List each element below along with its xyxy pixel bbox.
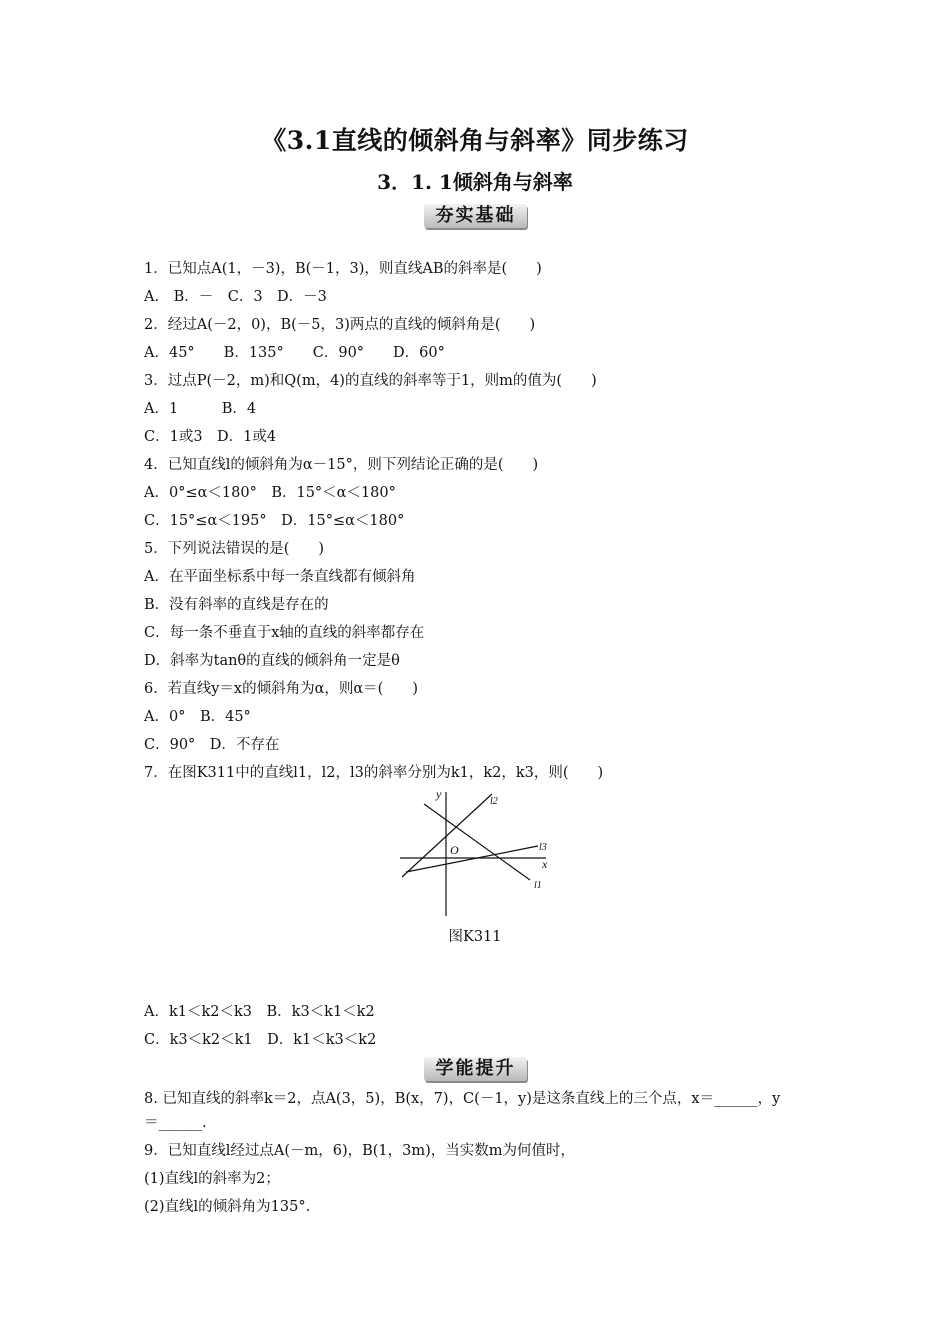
option-line: C．1或3 D．1或4 <box>144 429 277 445</box>
option-line: A. B．－ C．3 D．－3 <box>144 289 327 305</box>
figure-k311 <box>396 784 556 920</box>
question-line: (1)直线l的斜率为2； <box>144 1171 280 1187</box>
line-l3 <box>406 846 538 872</box>
question-line: 2．经过A(－2，0)，B(－5，3)两点的直线的倾斜角是( ) <box>144 317 536 333</box>
section-banner-advanced: 学能提升 <box>424 1057 527 1081</box>
option-line: D．斜率为tanθ的直线的倾斜角一定是θ <box>144 653 400 669</box>
option-line: A．0°≤α＜180° B．15°＜α＜180° <box>144 485 396 501</box>
question-line: 9．已知直线l经过点A(－m，6)，B(1，3m)，当实数m为何值时， <box>144 1143 576 1159</box>
option-line: A．1 B．4 <box>144 401 257 417</box>
option-line: A．0° B．45° <box>144 709 251 725</box>
line-l2 <box>402 794 492 877</box>
question-line: 1．已知点A(1，－3)，B(－1，3)，则直线AB的斜率是( ) <box>144 261 542 277</box>
question-line: 7．在图K311中的直线l1，l2，l3的斜率分别为k1，k2，k3，则( ) <box>144 765 604 781</box>
page-title: 《3.1直线的倾斜角与斜率》同步练习 <box>261 126 689 155</box>
question-line: 8. 已知直线的斜率k＝2，点A(3，5)，B(x，7)，C(－1，y)是这条直线上的三个点，x＝______，y <box>144 1091 781 1107</box>
section-subtitle: 3．1. 1倾斜角与斜率 <box>377 170 573 194</box>
option-line: A．在平面坐标系中每一条直线都有倾斜角 <box>144 569 416 585</box>
question-line: (2)直线l的倾斜角为135°. <box>144 1199 311 1215</box>
option-line: B．没有斜率的直线是存在的 <box>144 597 329 613</box>
option-line: C．15°≤α＜195° D．15°≤α＜180° <box>144 513 405 529</box>
question-line: 3．过点P(－2，m)和Q(m，4)的直线的斜率等于1，则m的值为( ) <box>144 373 597 389</box>
question-line: ＝______. <box>144 1115 207 1131</box>
x-axis-label: x <box>542 857 548 871</box>
origin-label: O <box>450 843 459 857</box>
option-line: C．每一条不垂直于x轴的直线的斜率都存在 <box>144 625 425 641</box>
y-axis-label: y <box>436 787 442 801</box>
question-line: 4．已知直线l的倾斜角为α－15°，则下列结论正确的是( ) <box>144 457 539 473</box>
question-line: 6．若直线y＝x的倾斜角为α，则α＝( ) <box>144 681 418 697</box>
l2-label: l2 <box>490 796 498 807</box>
option-line: C．90° D．不存在 <box>144 737 280 753</box>
section-banner-basics: 夯实基础 <box>424 204 527 228</box>
option-line: A．k1＜k2＜k3 B．k3＜k1＜k2 <box>144 1004 375 1020</box>
l3-label: l3 <box>539 842 547 853</box>
figure-caption: 图K311 <box>448 929 502 945</box>
option-line: C．k3＜k2＜k1 D．k1＜k3＜k2 <box>144 1032 377 1048</box>
l1-label: l1 <box>534 880 542 891</box>
question-line: 5．下列说法错误的是( ) <box>144 541 325 557</box>
option-line: A．45° B．135° C．90° D．60° <box>144 345 445 361</box>
